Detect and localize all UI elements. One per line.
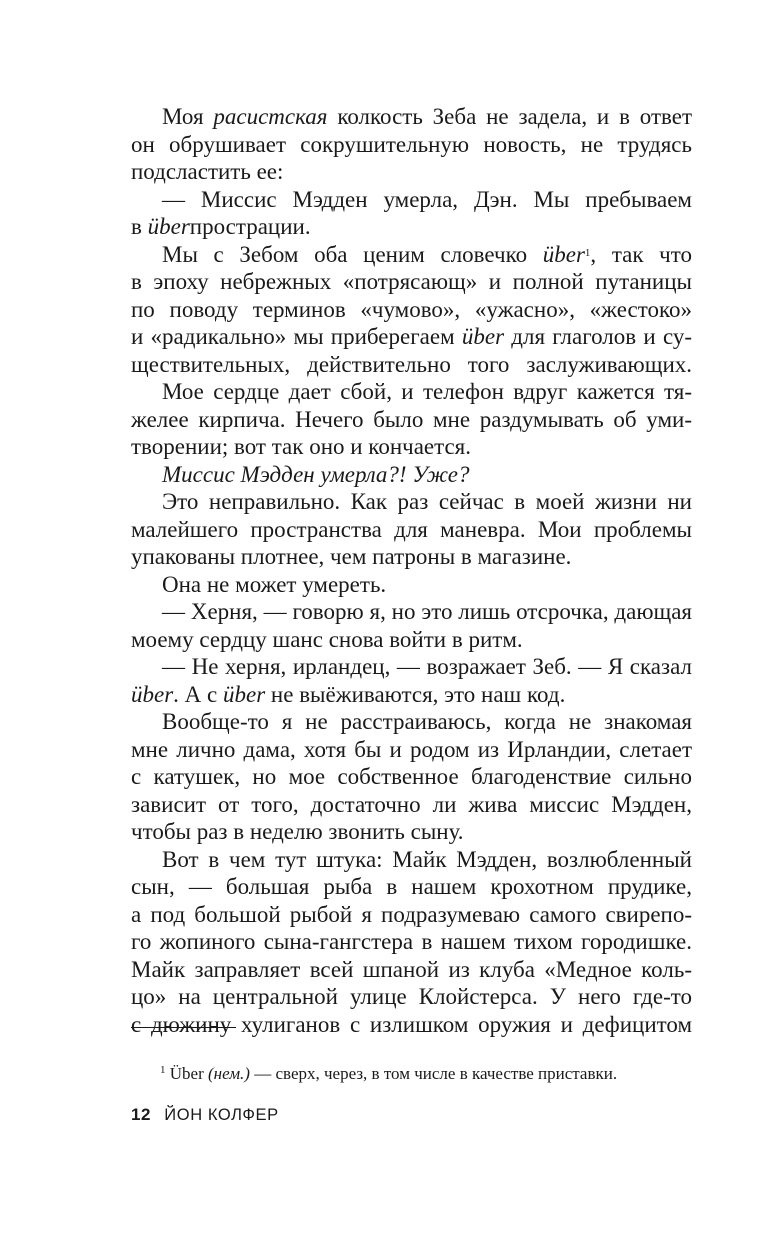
text-run: с катушек, но мое собственное благоденствие сильно <box>131 764 692 789</box>
footnote-rule <box>131 1027 236 1028</box>
text-line <box>131 901 692 929</box>
text-line <box>131 461 692 489</box>
footnote-mark: 1 <box>160 1064 166 1076</box>
text-run: Вообще-то я не расстраиваюсь, когда не знакомая <box>162 709 692 734</box>
text-line <box>131 268 692 296</box>
text-line <box>131 571 692 599</box>
text-run: — Не херня, ирландец, — возражает Зеб. — Я сказал <box>162 654 692 679</box>
footnote <box>160 1063 695 1085</box>
running-author: ЙОН КОЛФЕР <box>164 1106 279 1124</box>
text-run: сын, — большая рыба в нашем крохотном прудике, <box>131 874 692 899</box>
text-run: Моя <box>162 104 214 129</box>
text-run: творении; вот так оно и кончается. <box>131 434 471 459</box>
text-run: с дюжину хулиганов с излишком оружия и дефицитом <box>131 1011 692 1037</box>
text-line <box>131 323 692 351</box>
text-run: — Миссис Мэдден умерла, Дэн. Мы пребываем <box>162 186 692 212</box>
footnote-ref: 1 <box>584 246 591 259</box>
text-run: Мы с Зебом оба ценим словечко <box>162 241 543 267</box>
text-line <box>131 103 692 131</box>
text-run: в <box>131 214 148 239</box>
text-line <box>131 653 692 681</box>
text-run: упакованы плотнее, чем патроны в магазине. <box>131 544 572 569</box>
text-line <box>131 241 692 269</box>
text-run: . А с <box>173 681 223 707</box>
text-line <box>131 158 692 186</box>
text-run: , так что <box>590 241 692 267</box>
text-line <box>131 736 692 764</box>
book-page-text <box>131 103 692 1038</box>
text-line <box>131 543 692 571</box>
footnote-lang: (нем.) <box>207 1064 250 1083</box>
page-number: 12 <box>131 1105 152 1124</box>
text-line <box>131 818 692 846</box>
text-run: го жопиного сына-гангстера в нашем тихом городишке. <box>131 929 692 954</box>
text-run: Это неправильно. Как раз сейчас в моей жизни ни <box>162 489 692 514</box>
text-line <box>131 791 692 819</box>
text-line <box>131 708 692 736</box>
text-run: желее кирпича. Нечего было мне раздумывать об уми- <box>131 406 692 432</box>
text-run: подсластить ее: <box>131 159 284 184</box>
text-run: Мое сердце дает сбой, и телефон вдруг кажется тя- <box>162 379 692 404</box>
text-run: колкость Зеба не задела, и в ответ <box>327 104 692 129</box>
text-run: — Херня, — говорю я, но это лишь отсрочка, дающая <box>162 599 692 624</box>
text-line <box>131 983 692 1011</box>
text-line <box>131 626 692 654</box>
text-line <box>131 433 692 461</box>
text-run: Майк заправляет всей шпаной из клуба «Медное коль- <box>131 956 692 982</box>
text-line <box>131 406 692 434</box>
text-line <box>131 131 692 159</box>
text-run: для глаголов и су- <box>504 324 693 349</box>
text-line <box>131 873 692 901</box>
text-line <box>131 351 692 379</box>
text-line <box>131 928 692 956</box>
text-line <box>131 296 692 324</box>
text-run: ществительных, действительно того заслуживающих. <box>131 351 692 377</box>
text-run: прострации. <box>189 214 311 239</box>
text-run: моему сердцу шанс снова войти в ритм. <box>131 626 523 652</box>
footnote-word: Über <box>169 1064 204 1083</box>
text-line <box>131 1011 692 1039</box>
footnote-text: — сверх, через, в том числе в качестве приставки. <box>249 1064 618 1083</box>
text-run: Она не может умереть. <box>162 571 387 597</box>
text-run: а под большой рыбой я подразумеваю самого свирепо- <box>131 901 692 927</box>
text-run: он обрушивает сокрушительную новость, не трудясь <box>131 131 692 157</box>
text-run: по поводу терминов «чумово», «ужасно», «жестоко» <box>131 296 692 322</box>
italic-run: über <box>147 214 190 239</box>
italic-run: über <box>223 681 266 707</box>
text-run: не выёживаются, это наш код. <box>265 681 566 707</box>
text-run: чтобы раз в неделю звонить сыну. <box>131 819 464 844</box>
italic-run: расистская <box>213 104 328 129</box>
italic-run: Миссис Мэдден умерла?! Уже? <box>162 461 470 487</box>
text-line <box>131 681 692 709</box>
text-run: в эпоху небрежных «потрясающ» и полной путаницы <box>131 269 692 294</box>
text-line <box>131 846 692 874</box>
text-line <box>131 598 692 626</box>
text-line <box>131 378 692 406</box>
text-run: цо» на центральной улице Клойстерса. У него где-то <box>131 984 692 1009</box>
text-line <box>131 488 692 516</box>
text-line <box>131 763 692 791</box>
text-line <box>131 956 692 984</box>
text-run: мне лично дама, хотя бы и родом из Ирландии, слетает <box>131 736 692 762</box>
text-line <box>131 516 692 544</box>
italic-run: über <box>461 324 505 349</box>
italic-run: über <box>542 241 585 267</box>
text-run: зависит от того, достаточно ли жива миссис Мэдден, <box>131 791 692 817</box>
page-footer <box>131 1105 279 1125</box>
italic-run: über <box>131 681 174 707</box>
text-line <box>131 186 692 214</box>
text-line <box>131 213 692 241</box>
text-run: и «радикально» мы приберегаем <box>131 324 462 349</box>
text-run: малейшего пространства для маневра. Мои проблемы <box>131 516 692 542</box>
text-run: Вот в чем тут штука: Майк Мэдден, возлюбленный <box>162 846 692 872</box>
